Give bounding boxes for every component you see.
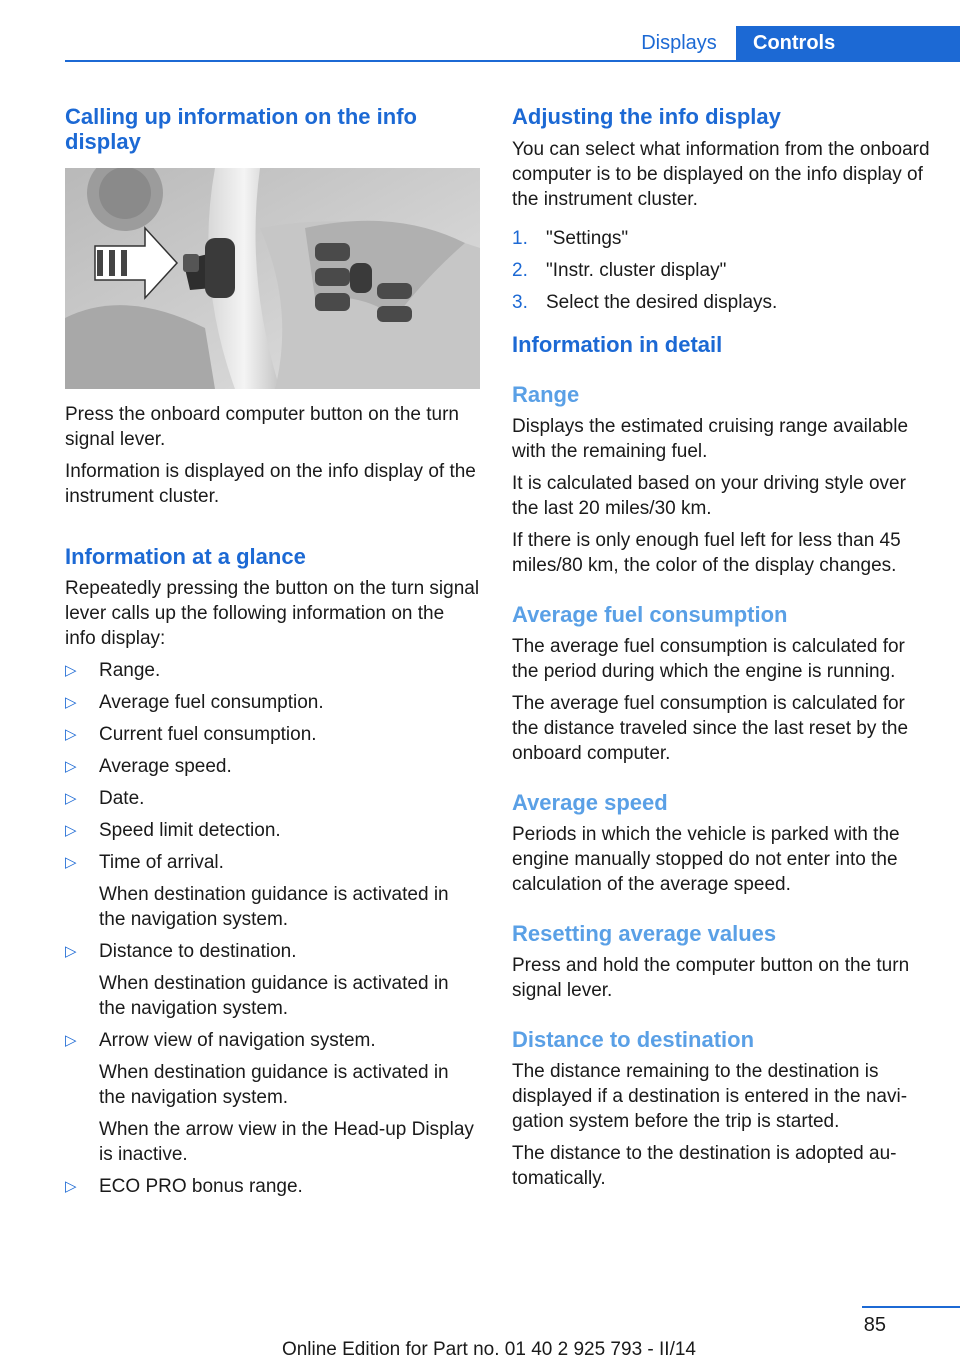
subheading-range: Range [512, 382, 580, 407]
step-item: 3. Select the desired displays. [512, 292, 778, 313]
list-item-note: When destination guidance is activated in the navigation system. [99, 884, 449, 930]
list-item: ▷ Average fuel consumption. [65, 692, 324, 713]
paragraph-press-button: Press the onboard computer button on the turn signal lever. [65, 404, 459, 450]
section-heading-calling-up: Calling up information on the info display [65, 104, 417, 154]
list-item: ▷ Speed limit detection. [65, 820, 281, 841]
subheading-average-speed: Average speed [512, 790, 668, 815]
list-item: ▷ Time of arrival. When destination guidance is activated in the navigation system. [65, 850, 480, 932]
step-item: 1. "Settings" [512, 228, 629, 249]
list-item: ▷ Range. [65, 660, 161, 681]
triangle-bullet-icon: ▷ [65, 694, 77, 711]
footer-edition: Online Edition for Part no. 01 40 2 925 793 - II/14 [281, 1339, 696, 1360]
steps-list [512, 226, 932, 315]
right-column [512, 104, 932, 1191]
triangle-bullet-icon: ▷ [65, 822, 77, 839]
page-number: 85 [863, 1314, 886, 1336]
paragraph-afc-2: The average fuel consumption is calculated for the distance traveled since the last reset by the onboard computer. [512, 693, 909, 764]
triangle-bullet-icon: ▷ [65, 1178, 77, 1195]
subheading-resetting: Resetting average values [512, 921, 777, 946]
list-item: ▷ Average speed. [65, 756, 232, 777]
steering-wheel-photo [65, 168, 480, 389]
turn-signal-lever-illustration [65, 168, 480, 389]
glance-list [65, 658, 480, 1199]
paragraph-speed: Periods in which the vehicle is parked with the engine manually stopped do not enter into the calculation of the average speed. [512, 824, 900, 895]
paragraph-range-1: Displays the estimated cruising range available with the remaining fuel. [512, 416, 909, 462]
tab-controls[interactable]: Controls [736, 26, 960, 62]
section-heading-glance: Information at a glance [65, 544, 306, 569]
section-heading-detail: Information in detail [512, 332, 723, 357]
left-column [65, 104, 480, 1206]
section-heading-adjusting: Adjusting the info display [512, 104, 781, 129]
paragraph-range-3: If there is only enough fuel left for less than 45 miles/80 km, the color of the display changes. [512, 530, 901, 576]
list-item: ▷ Current fuel consumption. [65, 724, 317, 745]
paragraph-glance: Repeatedly pressing the button on the turn signal lever calls up the following information on the info display: [65, 578, 480, 649]
subheading-average-fuel: Average fuel consumption [512, 602, 788, 627]
list-item-note: When destination guidance is activated in the navigation system. [99, 973, 449, 1019]
triangle-bullet-icon: ▷ [65, 943, 77, 960]
list-item-note: When the arrow view in the Head-up Display is inactive. [99, 1119, 474, 1165]
triangle-bullet-icon: ▷ [65, 726, 77, 743]
list-item: ▷ Distance to destination. When destination guidance is activated in the navigation system. [65, 939, 480, 1021]
paragraph-distance-1: The distance remaining to the destination is displayed if a destination is entered in the navigation system before the trip is started. [512, 1061, 908, 1132]
paragraph-distance-2: The distance to the destination is adopted automatically. [512, 1143, 897, 1189]
list-item: ▷ Date. [65, 788, 145, 809]
triangle-bullet-icon: ▷ [65, 758, 77, 775]
tab-displays[interactable]: Displays [641, 32, 717, 54]
paragraph-adjusting: You can select what information from the onboard computer is to be displayed on the info display of the instrument cluster. [512, 139, 930, 210]
list-item-note: When destination guidance is activated in the navigation system. [99, 1062, 449, 1108]
paragraph-info-displayed: Information is displayed on the info display of the instrument cluster. [65, 461, 476, 507]
subheading-distance: Distance to destination [512, 1027, 755, 1052]
triangle-bullet-icon: ▷ [65, 854, 77, 871]
triangle-bullet-icon: ▷ [65, 662, 77, 679]
step-item: 2. "Instr. cluster display" [512, 260, 727, 281]
triangle-bullet-icon: ▷ [65, 790, 77, 807]
list-item: ▷ ECO PRO bonus range. [65, 1176, 303, 1197]
list-item: ▷ Arrow view of navigation system. When destination guidance is activated in the navigation system. When the arrow view in the Head-up Display is inactive. [65, 1028, 480, 1167]
triangle-bullet-icon: ▷ [65, 1032, 77, 1049]
paragraph-range-2: It is calculated based on your driving style over the last 20 miles/30 km. [512, 473, 906, 519]
footer-rule [862, 1306, 960, 1308]
paragraph-reset: Press and hold the computer button on the turn signal lever. [512, 955, 910, 1001]
paragraph-afc-1: The average fuel consumption is calculated for the period during which the engine is running. [512, 636, 905, 682]
